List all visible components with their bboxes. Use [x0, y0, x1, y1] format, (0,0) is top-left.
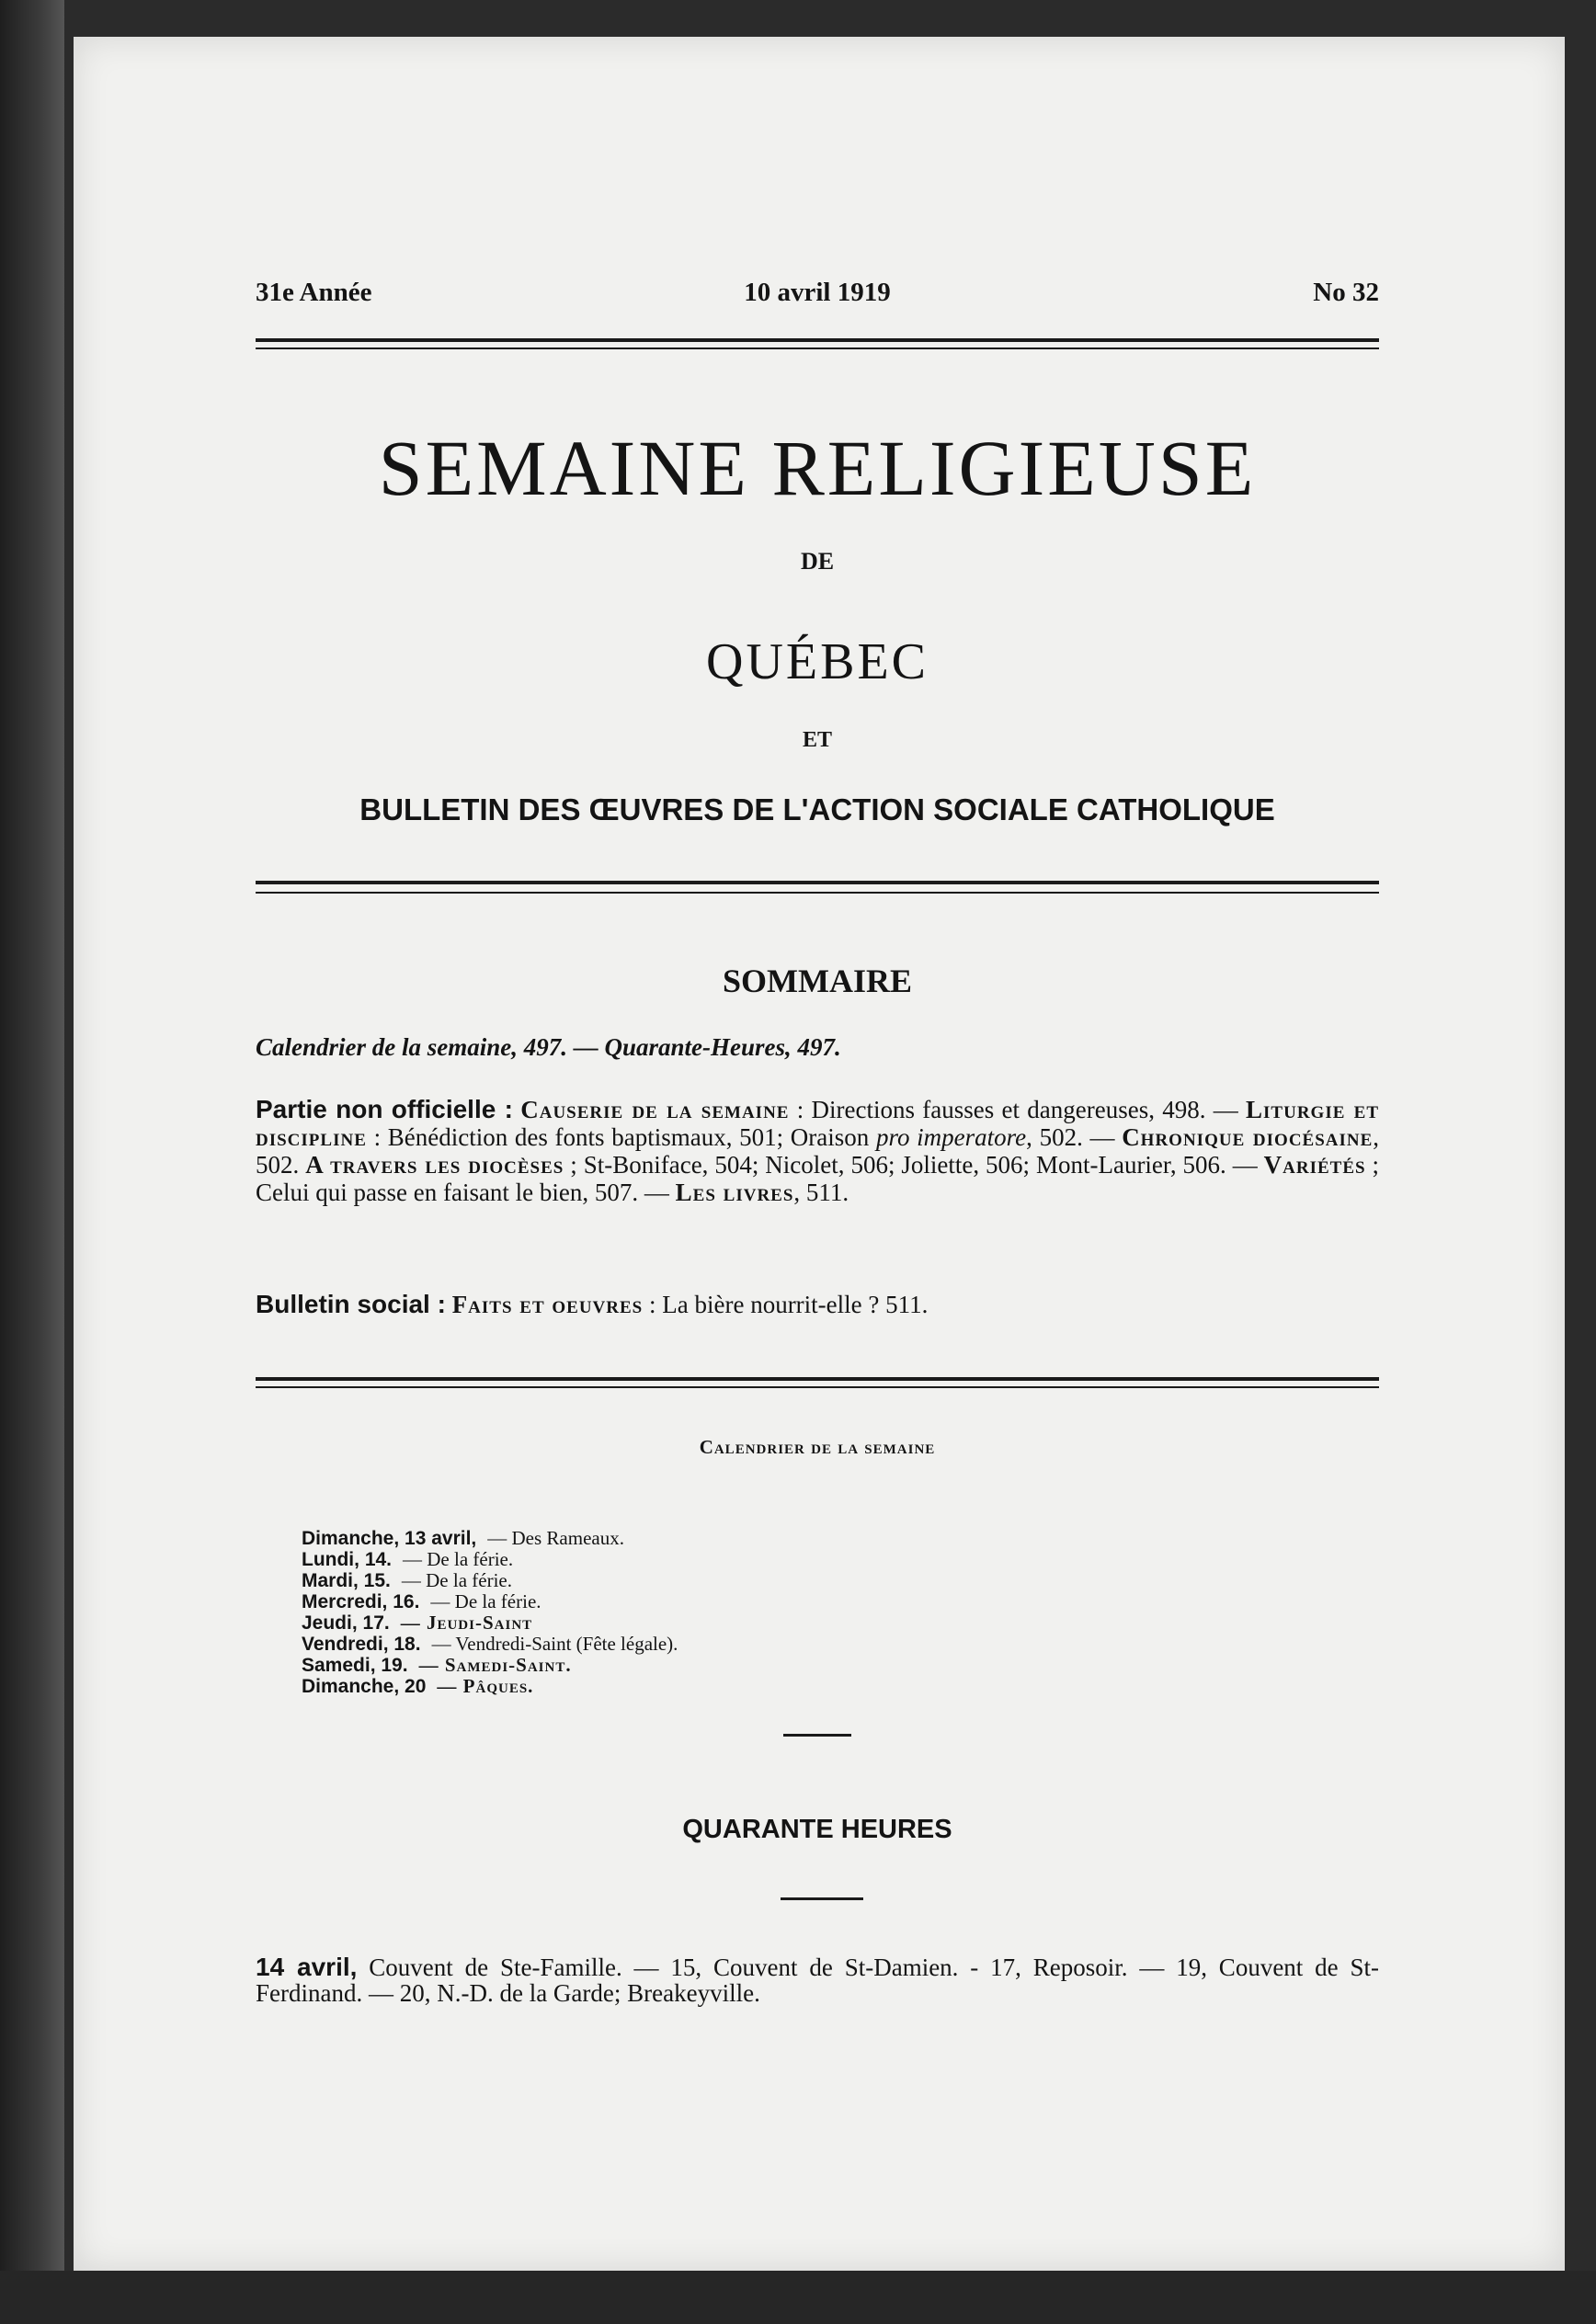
livres-text: , 511. [793, 1179, 849, 1206]
calendrier-end-rule [783, 1734, 851, 1737]
cal-day: Mercredi, 16. [302, 1591, 420, 1612]
top-rule [256, 338, 1379, 349]
liturgie-text-a: : Bénédiction des fonts baptismaux, 501; Oraison [373, 1123, 870, 1151]
qh-date: 14 avril, [256, 1953, 358, 1981]
sommaire-calendar-line: Calendrier de la semaine, 497. — Quarante-Heures, 497. [256, 1033, 841, 1061]
cal-day: Jeudi, 17. [302, 1612, 390, 1634]
sommaire-rule [256, 1377, 1379, 1388]
document-page [74, 37, 1565, 2271]
cal-day: Vendredi, 18. [302, 1634, 421, 1655]
list-item [302, 1634, 1129, 1655]
quarante-heures-rule [781, 1897, 863, 1900]
diocese-label: A travers les diocèses [305, 1151, 564, 1179]
list-item [302, 1612, 1129, 1634]
cal-text: — Pâques. [437, 1675, 534, 1697]
scan-edge-bottom [0, 2271, 1596, 2324]
liturgie-text-b: , 502. — [1026, 1123, 1115, 1151]
issue-year: 31e Année [256, 278, 372, 307]
list-item [302, 1570, 1129, 1591]
list-item [302, 1528, 1129, 1549]
issue-info-line [256, 278, 1379, 314]
bulletin-social [256, 1291, 1379, 1318]
livres-label: Les livres [675, 1179, 794, 1206]
scan-edge-left [0, 0, 64, 2324]
page-title: SEMAINE RELIGIEUSE [378, 424, 1257, 512]
varietes-text: ; Celui qui passe en faisant le bien, 507. — [256, 1151, 1380, 1206]
diocese-text: ; St-Boniface, 504; Nicolet, 506; Joliette, 506; Mont-Laurier, 506. — [570, 1151, 1258, 1179]
cal-day: Mardi, 15. [302, 1570, 391, 1591]
chronique-label: Chronique diocésaine [1122, 1123, 1374, 1151]
cal-day: Lundi, 14. [302, 1549, 393, 1570]
cal-day: Dimanche, 20 [302, 1676, 427, 1697]
chronique-text: , 502. [256, 1123, 1380, 1179]
bulletin-subtitle: BULLETIN DES ŒUVRES DE L'ACTION SOCIALE CATHOLIQUE [359, 792, 1275, 826]
list-item [302, 1591, 1129, 1612]
issue-date: 10 avril 1919 [744, 278, 891, 307]
list-item [302, 1676, 1129, 1697]
title-de: DE [800, 548, 835, 575]
list-item [302, 1655, 1129, 1676]
masthead-rule [256, 881, 1379, 894]
cal-text: — Des Rameaux. [487, 1527, 624, 1549]
cal-text: — Samedi-Saint. [418, 1654, 572, 1676]
cal-day: Dimanche, 13 avril, [302, 1528, 477, 1549]
cal-text: — Jeudi-Saint [400, 1612, 533, 1634]
causerie-text: : Directions fausses et dangereuses, 498. — [796, 1096, 1238, 1123]
title-city: QUÉBEC [706, 633, 929, 690]
varietes-label: Variétés [1263, 1151, 1366, 1179]
partie-lead: Partie non officielle : [256, 1095, 513, 1123]
cal-text: — De la férie. [430, 1590, 542, 1612]
cal-text: — Vendredi-Saint (Fête légale). [431, 1633, 678, 1655]
quarante-heures-text [256, 1954, 1379, 2006]
cal-text: — De la férie. [403, 1548, 514, 1570]
faits-text: : La bière nourrit-elle ? 511. [649, 1291, 929, 1318]
faits-label: Faits et oeuvres [451, 1291, 644, 1318]
calendrier-heading: Calendrier de la semaine [699, 1436, 936, 1458]
causerie-label: Causerie de la semaine [520, 1096, 790, 1123]
bulletin-social-lead: Bulletin social : [256, 1290, 446, 1318]
list-item [302, 1549, 1129, 1570]
title-et: ET [802, 728, 832, 752]
cal-text: — De la férie. [401, 1569, 512, 1591]
issue-number: No 32 [1313, 278, 1379, 307]
cal-day: Samedi, 19. [302, 1655, 408, 1676]
sommaire-heading: SOMMAIRE [723, 963, 912, 999]
partie-non-officielle [256, 1096, 1379, 1206]
calendrier-list [302, 1528, 1129, 1697]
liturgie-label: Liturgie et discipline [256, 1096, 1380, 1151]
liturgie-italic: pro imperatore [875, 1123, 1027, 1151]
quarante-heures-heading: QUARANTE HEURES [682, 1815, 952, 1844]
qh-body: Couvent de Ste-Famille. — 15, Couvent de St-Damien. - 17, Reposoir. — 19, Couvent de St-Ferdinand. — 20, N.-D. de la Garde; Breakeyville. [256, 1954, 1380, 2007]
